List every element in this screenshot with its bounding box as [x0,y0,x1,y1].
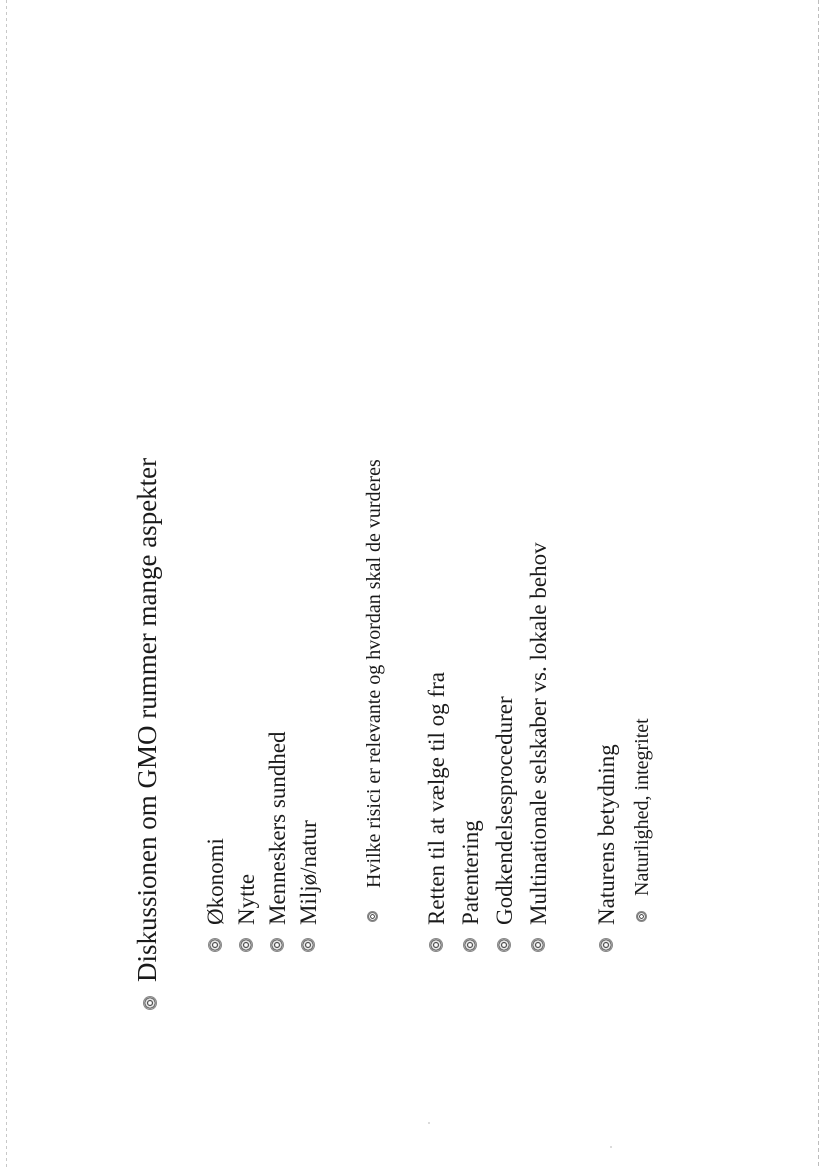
list-item: Økonomi [203,838,228,925]
list-item: Naturens betydning [594,744,619,925]
list-item: Patentering [458,820,483,925]
scan-speck [428,1122,430,1124]
flower-bullet-icon [429,938,443,952]
flower-bullet-icon [208,938,222,952]
flower-bullet-icon [531,938,545,952]
flower-bullet-icon [636,911,647,922]
rotated-slide [127,10,687,1010]
flower-bullet-icon [599,938,613,952]
list-item: Nytte [234,873,259,925]
scan-speck [610,1146,612,1148]
flower-bullet-icon [270,938,284,952]
flower-bullet-icon [143,996,157,1010]
scan-edge-right [818,0,819,1168]
list-item: Menneskers sundhed [265,731,290,925]
sub-item: Naturlighed, integritet [631,718,653,896]
flower-bullet-icon [239,938,253,952]
scan-edge-left [6,0,7,1168]
list-item: Retten til at vælge til og fra [424,672,449,925]
flower-bullet-icon [367,911,378,922]
flower-bullet-icon [301,938,315,952]
list-item: Godkendelsesprocedurer [492,696,517,925]
list-item: Miljø/natur [296,820,321,925]
slide-title: Diskussionen om GMO rummer mange aspekter [132,457,162,982]
risk-question: Hvilke risici er relevante og hvordan skal de vurderes [363,459,385,888]
list-item: Multinationale selskaber vs. lokale behov [526,542,551,925]
flower-bullet-icon [497,938,511,952]
flower-bullet-icon [463,938,477,952]
